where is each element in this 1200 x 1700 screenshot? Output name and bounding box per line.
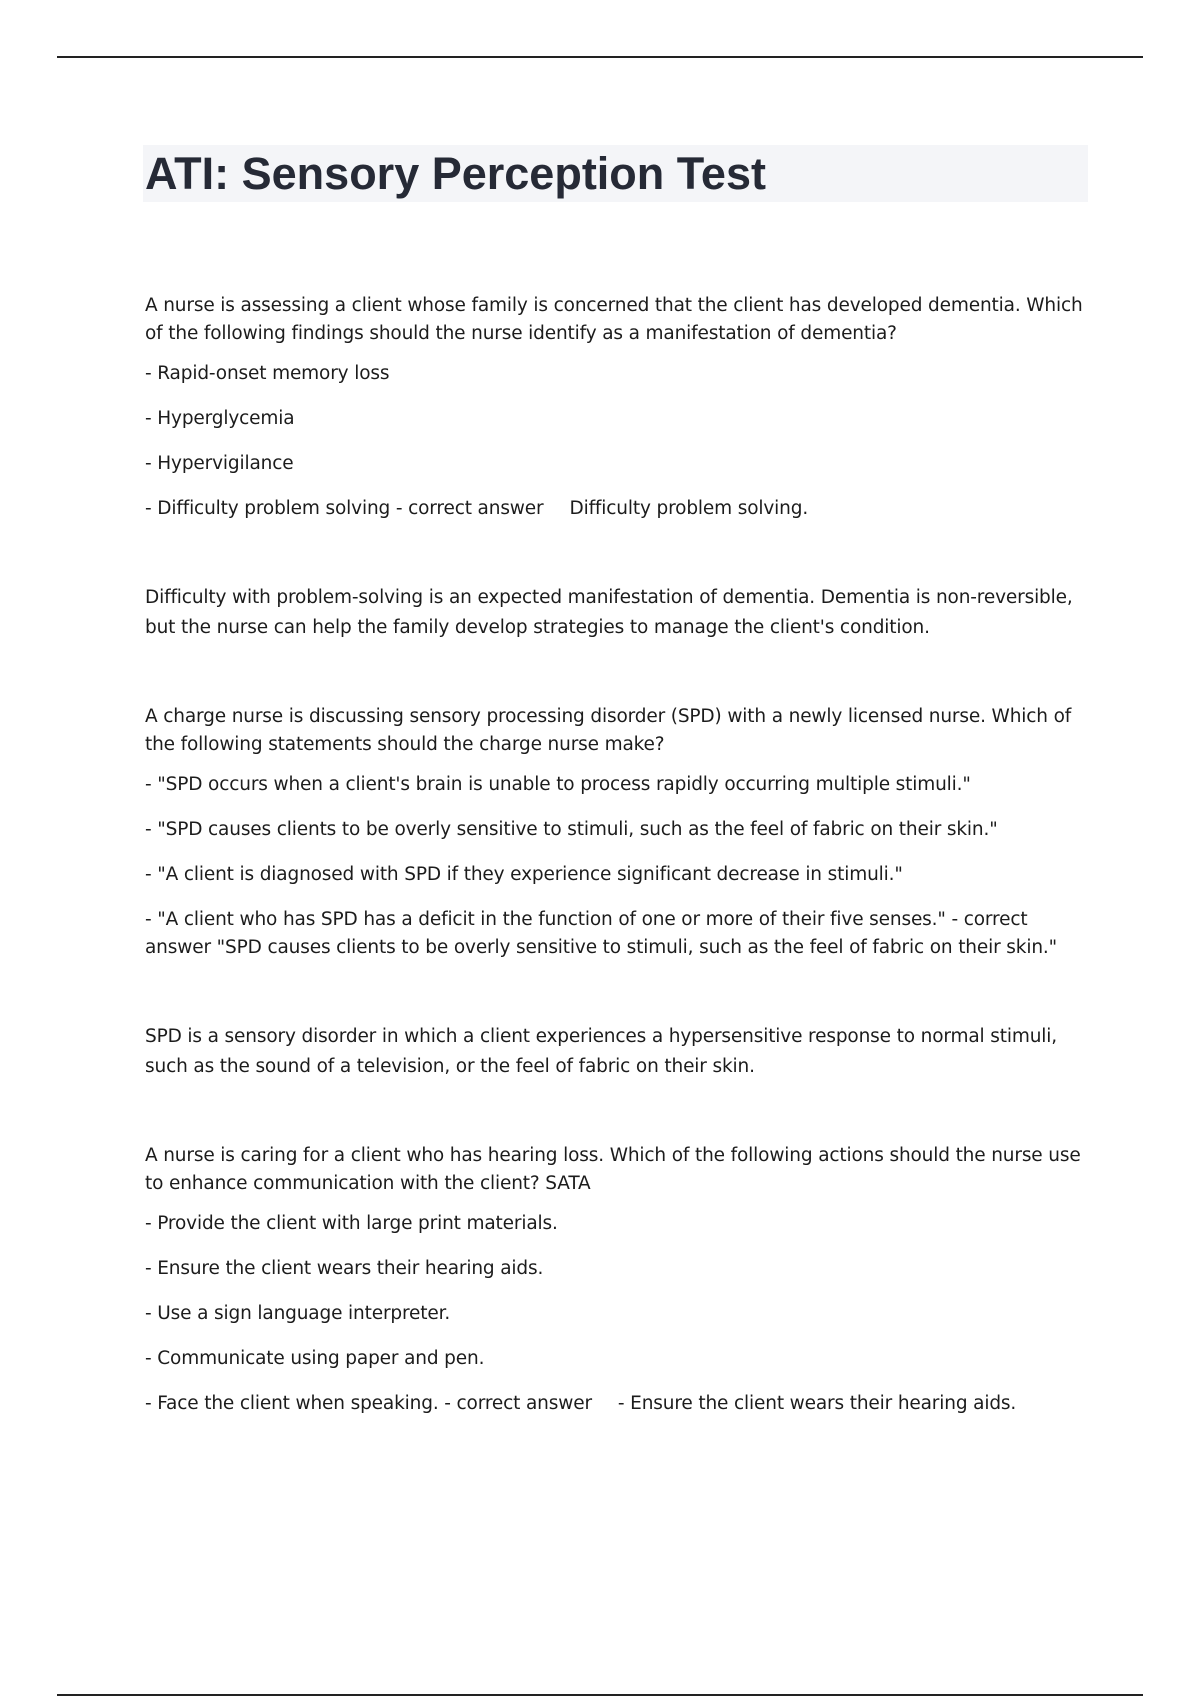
top-rule — [57, 56, 1143, 58]
answer-option: - "A client who has SPD has a deficit in the function of one or more of their five senses." - correct answer — [145, 909, 1028, 958]
answer-option: - "SPD occurs when a client's brain is unable to process rapidly occurring multiple stimuli." — [145, 774, 971, 795]
answer-option: - Use a sign language interpreter. — [145, 1303, 451, 1324]
rationale: Difficulty with problem-solving is an expected manifestation of dementia. Dementia is non-reversible, but the nurse can help the family develop strategies to manage the client's condition. — [145, 587, 1073, 638]
document-body — [145, 292, 1095, 1418]
correct-answer: - Ensure the client wears their hearing aids. — [617, 1393, 1017, 1414]
answer-option: - Communicate using paper and pen. — [145, 1348, 485, 1369]
answer-option-with-answer — [145, 1390, 1095, 1418]
correct-answer: "SPD causes clients to be overly sensitive to stimuli, such as the feel of fabric on their skin." — [216, 937, 1057, 958]
question-2 — [145, 703, 1095, 1082]
rationale: SPD is a sensory disorder in which a client experiences a hypersensitive response to normal stimuli, such as the sound of a television, or the feel of fabric on their skin. — [145, 1026, 1058, 1077]
answer-option-with-answer — [145, 495, 1095, 523]
answer-option: - "A client is diagnosed with SPD if they experience significant decrease in stimuli." — [145, 864, 903, 885]
question-stem: A nurse is assessing a client whose family is concerned that the client has developed dementia. Which of the following findings should the nurse identify as a manifestation of dementia? — [145, 295, 1083, 344]
answer-option-with-answer — [145, 906, 1095, 962]
document-title: ATI: Sensory Perception Test — [145, 148, 766, 199]
answer-option: - Rapid-onset memory loss — [145, 363, 390, 384]
bottom-rule — [57, 1694, 1143, 1696]
answer-option: - Difficulty problem solving - correct answer — [145, 498, 544, 519]
answer-option: - "SPD causes clients to be overly sensitive to stimuli, such as the feel of fabric on their skin." — [145, 819, 998, 840]
question-stem: A nurse is caring for a client who has hearing loss. Which of the following actions should the nurse use to enhance communication with the client? SATA — [145, 1145, 1081, 1194]
question-3 — [145, 1142, 1095, 1418]
answer-option: - Hypervigilance — [145, 453, 294, 474]
answer-option: - Provide the client with large print materials. — [145, 1213, 558, 1234]
answer-option: - Ensure the client wears their hearing aids. — [145, 1258, 544, 1279]
correct-answer: Difficulty problem solving. — [569, 498, 809, 519]
question-1 — [145, 292, 1095, 643]
question-stem: A charge nurse is discussing sensory processing disorder (SPD) with a newly licensed nurse. Which of the following statements should the charge nurse make? — [145, 706, 1072, 755]
answer-option: - Hyperglycemia — [145, 408, 295, 429]
answer-option: - Face the client when speaking. - correct answer — [145, 1393, 592, 1414]
